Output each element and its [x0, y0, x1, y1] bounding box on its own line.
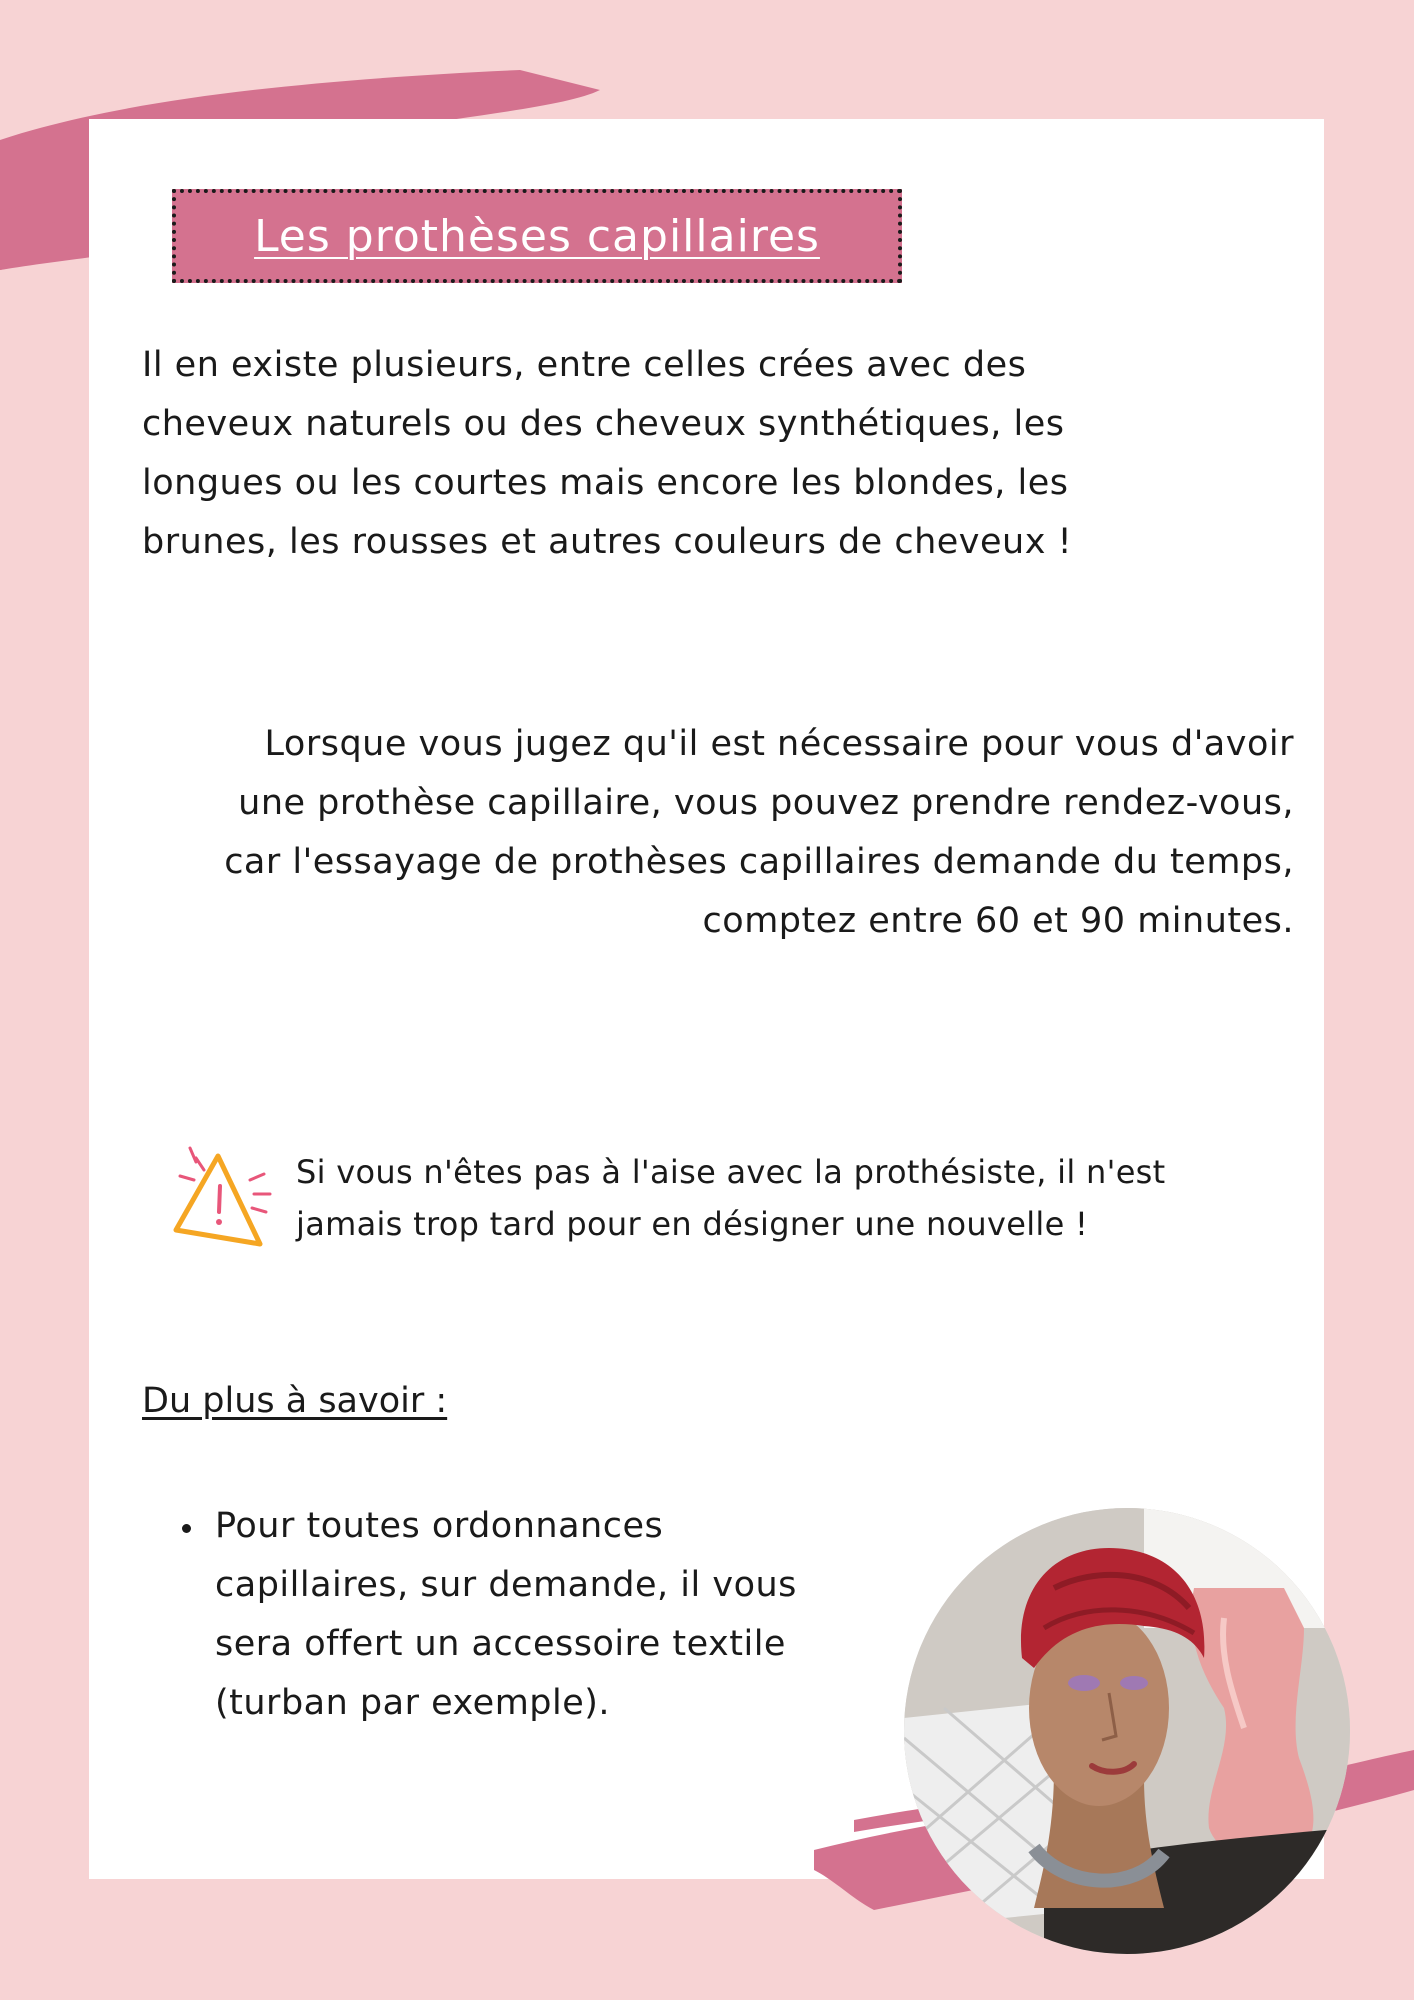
list-item: Pour toutes ordonnances capillaires, sur demande, il vous sera offert un accessoire textile (turban par exemple).	[142, 1497, 862, 1733]
title-banner	[172, 189, 902, 283]
warning-triangle-icon	[162, 1138, 282, 1258]
info-list	[142, 1497, 862, 1733]
warning-note: Si vous n'êtes pas à l'aise avec la prothésiste, il n'est jamais trop tard pour en désigner une nouvelle !	[296, 1153, 1166, 1243]
section-subheading: Du plus à savoir :	[142, 1381, 448, 1421]
mannequin-photo	[904, 1508, 1350, 1954]
appointment-paragraph: Lorsque vous jugez qu'il est nécessaire pour vous d'avoir une prothèse capillaire, vous pouvez prendre rendez-vous, car l'essayage de prothèses capillaires demande du temps, comptez entre 60 et 90 minutes.	[224, 724, 1294, 941]
intro-paragraph: Il en existe plusieurs, entre celles crées avec des cheveux naturels ou des cheveux synthétiques, les longues ou les courtes mais encore les blondes, les brunes, les rousses et autres couleurs de cheveux !	[142, 345, 1073, 562]
page-title: Les prothèses capillaires	[254, 210, 820, 262]
